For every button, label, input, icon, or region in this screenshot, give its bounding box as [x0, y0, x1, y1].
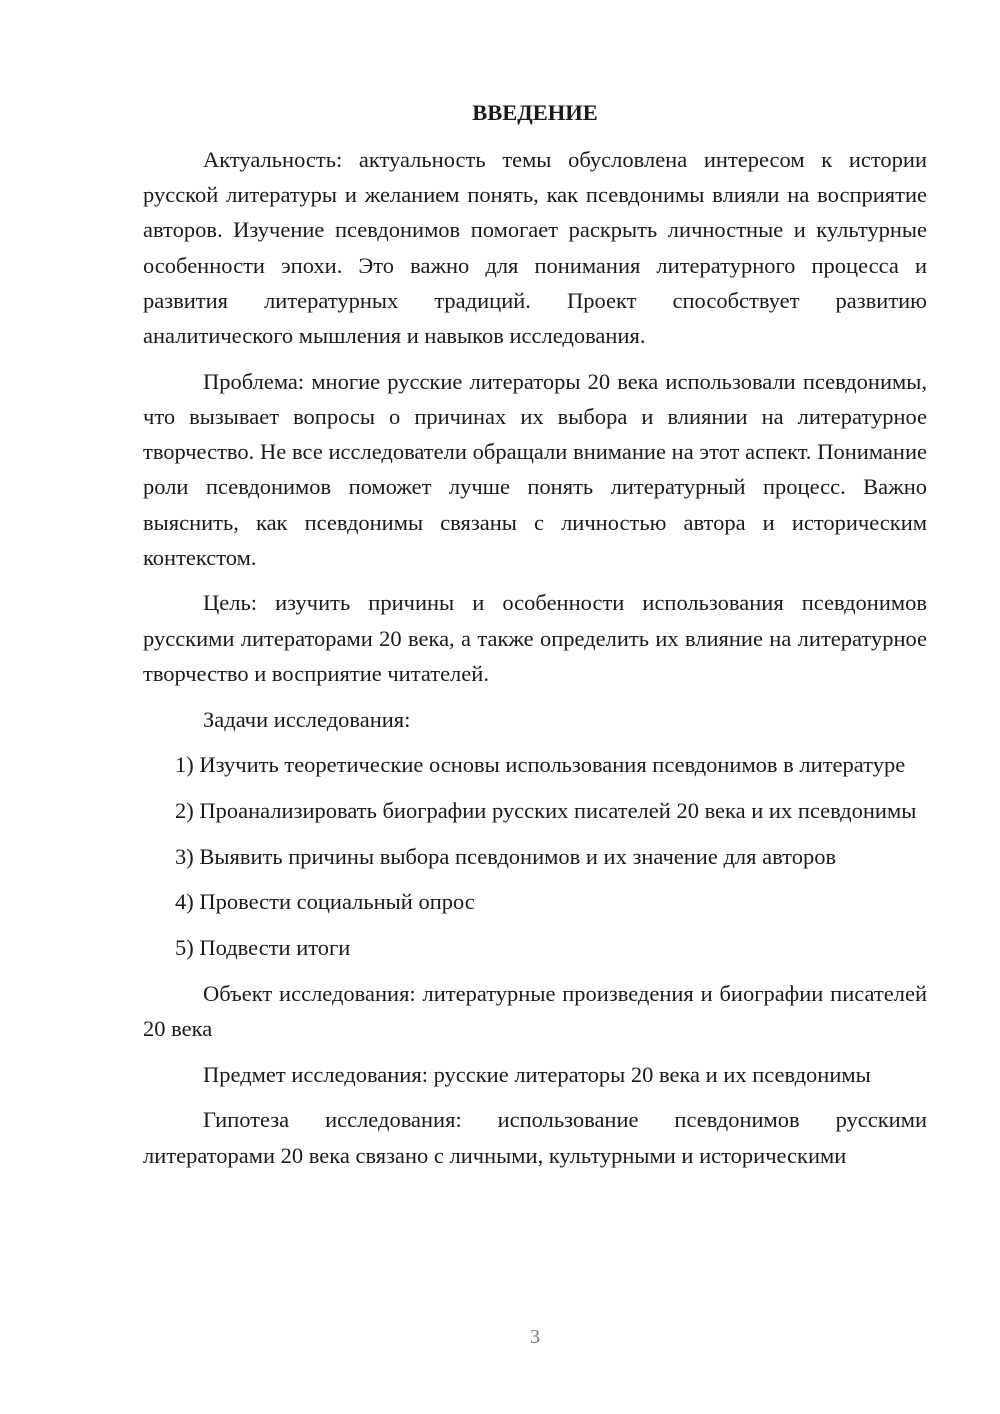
document-body: [143, 142, 927, 1183]
goal-paragraph: Цель: изучить причины и особенности использования псевдонимов русскими литераторами 20 века, а также определить их влияние на литературное творчество и восприятие читателей.: [143, 590, 927, 686]
task-item-3: 3) Выявить причины выбора псевдонимов и их значение для авторов: [175, 843, 837, 869]
page-number: 3: [530, 1326, 540, 1348]
task-item-2: 2) Проанализировать биографии русских писателей 20 века и их псевдонимы: [175, 797, 917, 823]
task-item-1: 1) Изучить теоретические основы использования псевдонимов в литературе: [175, 752, 906, 778]
hypothesis-paragraph: Гипотеза исследования: использование псевдонимов русскими литераторами 20 века связано с личными, культурными и историческими: [143, 1107, 927, 1168]
tasks-heading: Задачи исследования:: [203, 706, 411, 732]
problem-paragraph: Проблема: многие русские литераторы 20 века использовали псевдонимы, что вызывает вопросы о причинах их выбора и влиянии на литературное творчество. Не все исследователи обращали внимание на этот аспект. Понимание роли псевдонимов поможет лучше понять литературный процесс. Важно выяснить, как псевдонимы связаны с личностью автора и историческим контекстом.: [143, 368, 927, 570]
task-item-5: 5) Подвести итоги: [175, 935, 351, 961]
task-item-4: 4) Провести социальный опрос: [175, 889, 475, 915]
relevance-paragraph: Актуальность: актуальность темы обусловлена интересом к истории русской литературы и желанием понять, как псевдонимы влияли на восприятие авторов. Изучение псевдонимов помогает раскрыть личностные и культурные особенности эпохи. Это важно для понимания литературного процесса и развития литературных традиций. Проект способствует развитию аналитического мышления и навыков исследования.: [143, 147, 927, 349]
subject-paragraph: Предмет исследования: русские литераторы 20 века и их псевдонимы: [203, 1061, 871, 1087]
object-paragraph: Объект исследования: литературные произведения и биографии писателей 20 века: [143, 980, 927, 1041]
section-title: ВВЕДЕНИЕ: [472, 100, 598, 125]
